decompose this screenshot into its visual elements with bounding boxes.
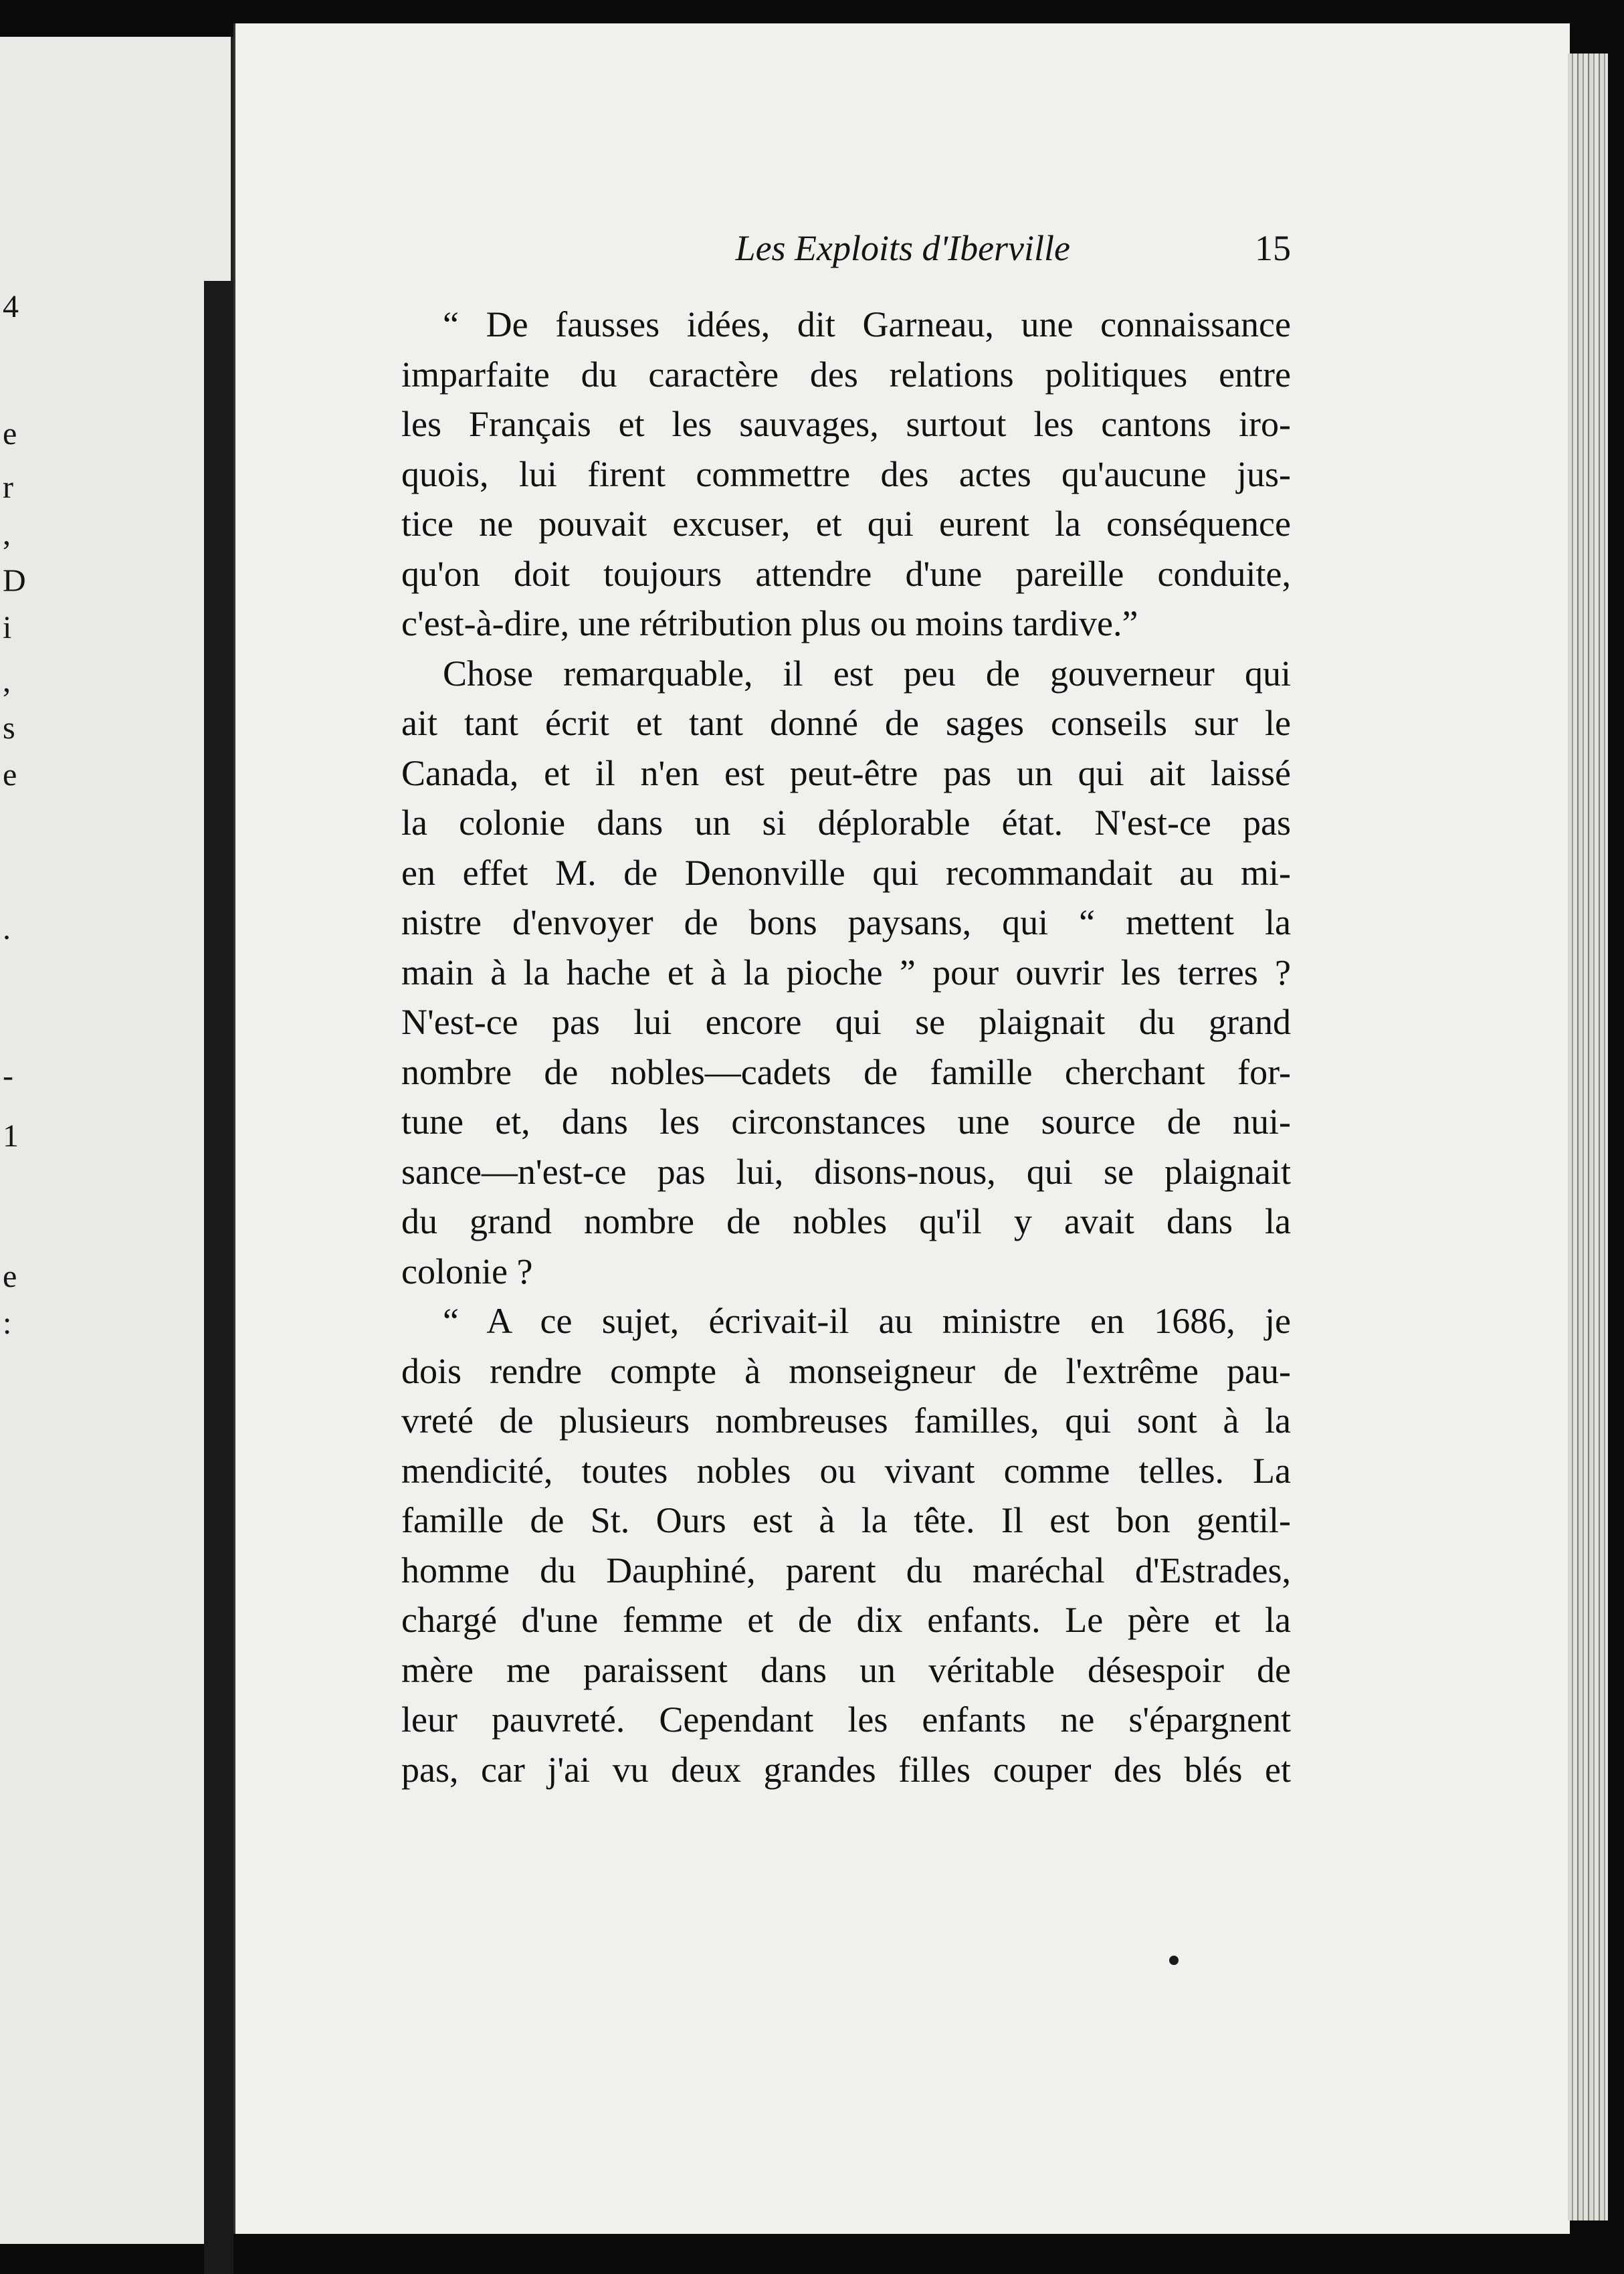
text-line: nistre d'envoyer de bons paysans, qui “ mettent la [401,902,1291,942]
margin-fragment: s [3,710,15,746]
ink-speck [1169,1956,1179,1965]
text-line: la colonie dans un si déplorable état. N'est-ce pas [401,803,1291,843]
text-line: nombre de nobles—cadets de famille cherchant for- [401,1051,1291,1092]
text-line: qu'on doit toujours attendre d'une pareille conduite, [401,553,1291,594]
paragraph-3 [401,1296,1291,1794]
margin-fragment: - [3,1058,13,1094]
text-line: “ A ce sujet, écrivait-il au ministre en 1686, je [443,1301,1291,1341]
page-number: 15 [1255,228,1291,268]
running-title: Les Exploits d'Iberville [735,228,1070,268]
margin-fragment: . [3,911,11,946]
text-line: homme du Dauphiné, parent du maréchal d'Estrades, [401,1550,1291,1590]
running-head [401,221,1291,274]
text-line: tice ne pouvait excuser, et qui eurent la conséquence [401,504,1291,544]
text-line: sance—n'est-ce pas lui, disons-nous, qui se plaignait [401,1151,1291,1192]
book-gutter [204,281,233,2274]
margin-fragment: , [3,516,11,552]
paragraph-1 [401,300,1291,649]
paragraph-2 [401,649,1291,1297]
previous-page [0,37,233,2244]
margin-fragment: 4 [3,289,19,324]
text-line: leur pauvreté. Cependant les enfants ne s'épargnent [401,1699,1291,1740]
text-line: c'est-à-dire, une rétribution plus ou moins tardive.” [401,603,1138,643]
margin-fragment: 1 [3,1118,19,1154]
text-line: imparfaite du caractère des relations politiques entre [401,354,1291,395]
text-line: du grand nombre de nobles qu'il y avait dans la [401,1201,1291,1241]
margin-fragment: e [3,416,17,451]
text-line: Chose remarquable, il est peu de gouverneur qui [443,653,1291,694]
text-line: tune et, dans les circonstances une source de nui- [401,1102,1291,1142]
text-line: famille de St. Ours est à la tête. Il est bon gentil- [401,1500,1291,1540]
margin-fragment: , [3,663,11,699]
text-line: Canada, et il n'en est peut-être pas un qui ait laissé [401,752,1291,793]
text-line: main à la hache et à la pioche ” pour ouvrir les terres ? [401,952,1291,993]
margin-fragment: D [3,563,26,599]
margin-fragment: r [3,470,13,505]
text-line: les Français et les sauvages, surtout les cantons iro- [401,404,1291,444]
margin-fragment: e [3,757,17,793]
text-line: chargé d'une femme et de dix enfants. Le père et la [401,1600,1291,1640]
text-line: en effet M. de Denonville qui recommandait au mi- [401,852,1291,893]
text-line: mendicité, toutes nobles ou vivant comme telles. La [401,1450,1291,1491]
text-line: ait tant écrit et tant donné de sages conseils sur le [401,703,1291,743]
text-line: mère me paraissent dans un véritable désespoir de [401,1649,1291,1690]
text-line: colonie ? [401,1251,533,1291]
page-edges [1568,54,1608,2220]
margin-fragment: : [3,1306,12,1341]
previous-page-margin-fragments [0,37,27,2244]
text-line: pas, car j'ai vu deux grandes filles couper des blés et [401,1749,1291,1790]
margin-fragment: i [3,610,12,645]
margin-fragment: e [3,1259,17,1294]
text-line: vreté de plusieurs nombreuses familles, qui sont à la [401,1401,1291,1441]
text-line: N'est-ce pas lui encore qui se plaignait du grand [401,1002,1291,1042]
text-line: “ De fausses idées, dit Garneau, une connaissance [443,304,1291,344]
body-text [401,300,1291,1794]
text-line: quois, lui firent commettre des actes qu'aucune jus- [401,453,1291,494]
text-line: dois rendre compte à monseigneur de l'extrême pau- [401,1350,1291,1391]
